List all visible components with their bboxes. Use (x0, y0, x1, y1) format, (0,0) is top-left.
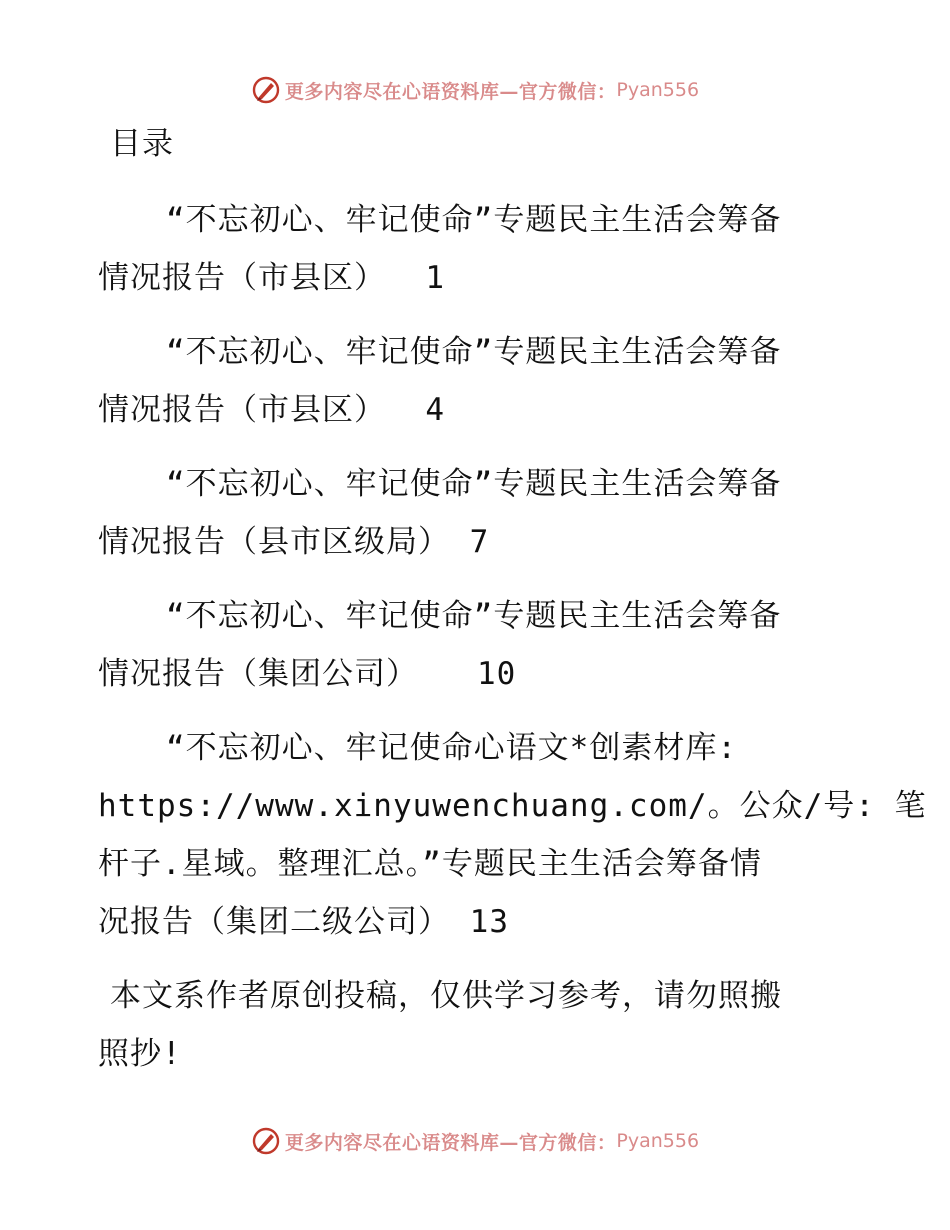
toc-title: 目录 (110, 126, 174, 162)
toc-entry-4-line1: “不忘初心、牢记使命”专题民主生活会筹备 (166, 598, 782, 634)
toc-entry-1-line2: 情况报告（市县区） 1 (98, 260, 445, 296)
footer-banner-wechat: Pyan556 (616, 1130, 700, 1152)
toc-entry-5-line1: “不忘初心、牢记使命心语文*创素材库: (166, 730, 737, 766)
toc-entry-1-line1: “不忘初心、牢记使命”专题民主生活会筹备 (166, 202, 782, 238)
toc-entry-2-line1: “不忘初心、牢记使命”专题民主生活会筹备 (166, 334, 782, 370)
footer-banner (0, 1121, 950, 1161)
toc-entry-3-line2: 情况报告（县市区级局） 7 (98, 524, 490, 560)
header-banner-text: 更多内容尽在心语资料库—官方微信： (284, 80, 617, 103)
footer-banner-text: 更多内容尽在心语资料库—官方微信： (284, 1131, 617, 1154)
toc-entry-3-line1: “不忘初心、牢记使命”专题民主生活会筹备 (166, 466, 782, 502)
toc-entry-5-line3: 杆子.星域。整理汇总。”专题民主生活会筹备情 (98, 846, 762, 882)
quill-pen-icon (251, 1126, 281, 1156)
header-banner-wechat: Pyan556 (616, 79, 700, 101)
toc-entry-2-line2: 情况报告（市县区） 4 (98, 392, 445, 428)
header-banner (0, 70, 950, 110)
toc-entry-4-line2: 情况报告（集团公司） 10 (98, 656, 517, 692)
toc-entry-5-line4: 况报告（集团二级公司） 13 (98, 904, 509, 940)
toc-entry-5-line2: https://www.xinyuwenchuang.com/。公众/号: 笔 (98, 788, 927, 824)
disclaimer-line2: 照抄! (98, 1036, 182, 1072)
quill-pen-icon (251, 75, 281, 105)
disclaimer-line1: 本文系作者原创投稿，仅供学习参考，请勿照搬 (110, 978, 782, 1014)
